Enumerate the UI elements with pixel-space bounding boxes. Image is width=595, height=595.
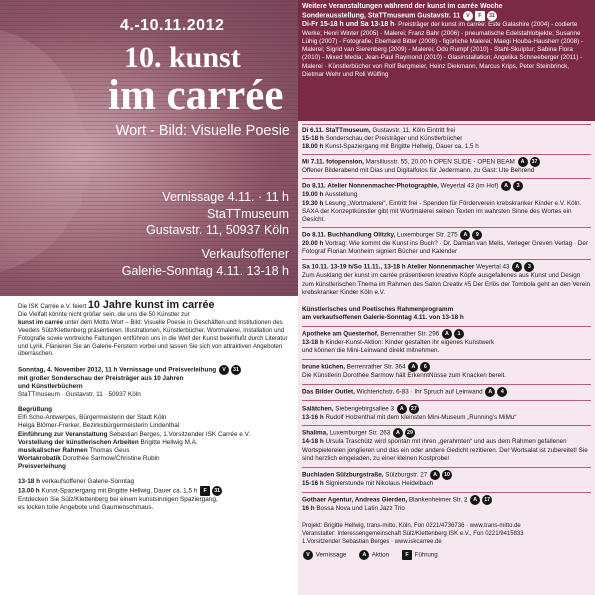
event-item-head [302, 230, 591, 240]
title-line-2: im carrée [108, 72, 284, 119]
time-label: 16 h [302, 504, 315, 512]
marker-aktion-icon: A [501, 181, 511, 191]
event-item-line [302, 135, 591, 143]
time-label: 13-16 h [302, 413, 324, 421]
divider [302, 178, 591, 179]
line-text: Ursula Traschütz wird spontan mit ihren „gerahmten“ und aus dem Rahmen gefallenen Wortspielereien jonglieren und das ein oder andere Gedicht rezitieren. Der Wortsalat ist zubereitet! Sie sind herzlich eingeladen, zu einer kleinen Kostprobe! [302, 438, 588, 463]
intro-lead-small: Die ISK Carrée e.V. feiert [18, 303, 87, 310]
marker-number-icon: 17 [482, 495, 492, 505]
side-item-head [302, 362, 591, 372]
side-item [302, 326, 591, 356]
marker-aktion-icon: A [359, 550, 369, 560]
line-text: und können die Mini-Leinwand direkt mitnehmen. [302, 347, 440, 355]
marker-number-icon: 37 [530, 157, 540, 167]
marker-number-icon: 9 [472, 230, 482, 240]
program-credits [18, 406, 292, 472]
event-item [298, 154, 595, 175]
side-item-title: Apotheke am Questerhof, [302, 330, 379, 338]
marker-number-icon: 3 [513, 181, 523, 191]
verkauf-info [122, 246, 289, 279]
side-item-head [302, 329, 591, 339]
divider [302, 124, 591, 125]
line-text: Rudolf Holzenthal mit dem kleinsten Mini-Museum „Running’s MiMu“ [323, 413, 517, 421]
event-item [298, 259, 595, 297]
divider [302, 425, 591, 426]
vorstellung-label: Vorstellung der künstlerischen Arbeiten [18, 438, 139, 446]
side-footer [302, 522, 591, 546]
event-item-line [302, 191, 591, 199]
marker-number-icon: 31 [487, 11, 497, 21]
musik-text: Thomas Geus [87, 446, 130, 454]
marker-fuehrung-icon: F [200, 486, 210, 496]
event-item-location: Gustavstr. 11, Köln Eintritt frei [370, 126, 456, 134]
side-item [302, 467, 591, 488]
marker-vernissage-icon: V [303, 550, 313, 560]
line-text: Die Künstlerin Dorothée Sarmow hält ErkenntNüsse zum Knacken bereit. [302, 372, 507, 380]
sunday-title: Sonntag, 4. November 2012, 11 h Vernissage und Preisverleihung [18, 366, 217, 374]
side-lead [302, 306, 591, 322]
marker-vernissage-icon: V [463, 11, 473, 21]
side-item-location: Blankenheimer Str. 2 [407, 496, 468, 504]
event-item-title: Sa 10.11. 13-19 h/So 11.11., 13-18 h Atelier Nonnenmacher [302, 264, 475, 272]
marker-number-icon: 29 [405, 428, 415, 438]
vernissage-time: Vernissage 4.11. · 11 h [162, 190, 289, 204]
intro-lead-big: 10 Jahre kunst im carrée [87, 299, 215, 311]
marker-legend [302, 550, 591, 560]
divider [302, 154, 591, 155]
time-label: 19.00 h [302, 191, 324, 199]
side-item-location: Sülzburgstr. 27 [383, 471, 428, 479]
side-item-title: Das Bilder Outlet, [302, 388, 355, 396]
divider [302, 400, 591, 401]
side-item-head [302, 404, 591, 414]
event-item-head [302, 262, 591, 272]
profile-shape [0, 30, 98, 272]
divider [302, 227, 591, 228]
title-line-1: 10. kunst [124, 41, 241, 74]
marker-aktion-icon: A [460, 230, 470, 240]
marker-number-icon: 3 [524, 262, 534, 272]
footer-line-2: Veranstalter: Interessengemeinschaft Sülz/Klettenberg ISK e.V., Fon 0221/9415833 [302, 531, 524, 538]
side-item-line [302, 480, 591, 488]
line-text: Vortrag: Wie kommt die Kunst ins Buch? · Dr. Damian van Melis, Verleger Greven Verlag · Der Fotograf Florian Monheim signiert Bücher und Kalender [302, 240, 588, 256]
verkauf-section [18, 478, 292, 513]
event-item-location: Marsiliusstr. 55, 20.00 h OPEN SLIDE - OPEN BEAM [363, 158, 515, 166]
program-head-date: Di-Fr 15-18 h und Sa 13-18 h [302, 21, 395, 29]
side-item-head [302, 495, 591, 505]
event-item-title: Mi 7.11. fotopension, [302, 158, 364, 166]
marker-number-icon: 4 [497, 387, 507, 397]
marker-number-icon: 31 [231, 365, 241, 375]
line-text: Offener Bilderabend mit Dias und Digitalfotos für Jedermann, zu Gast: Ute Behrend [302, 167, 535, 175]
event-item-head [302, 127, 591, 135]
venue-name: StaTTmuseum [207, 206, 289, 221]
legend-label: Vernissage [315, 551, 347, 559]
spaziergang-text: Kunst-Spaziergang mit Brigitte Hellwig, Dauer ca. 1,5 h [39, 487, 198, 495]
side-item-title: Buchladen Sülzburgstraße, [302, 471, 384, 479]
side-item-head [302, 428, 591, 438]
event-item-line [302, 143, 591, 151]
footer-line-3: 1.Vorsitzender Sebastian Berges · www.iskcarree.de [302, 539, 442, 546]
side-item-line [302, 505, 591, 513]
marker-aktion-icon: A [485, 387, 495, 397]
verkauf-line-4: es locken tolle Angebote und Gaumenschmaus. [18, 504, 154, 512]
legend-aktion [358, 550, 389, 560]
event-item-title: Do 8.11. Buchhandlung Olitzky, [302, 231, 396, 239]
verkauf-line-1: Verkaufsoffener [201, 247, 289, 261]
marker-aktion-icon: A [430, 470, 440, 480]
event-list [298, 124, 595, 298]
event-item-location: Weyertal 43 (im Hof) [438, 182, 499, 190]
divider [302, 326, 591, 327]
time-label: 13-18 h [302, 338, 324, 346]
marker-fuehrung-icon: F [475, 11, 485, 21]
event-item-line [302, 240, 591, 257]
marker-aktion-icon: A [408, 362, 418, 372]
cover-panel [0, 0, 298, 296]
intro-text [18, 299, 292, 358]
marker-number-icon: 31 [212, 486, 222, 496]
side-item [302, 384, 591, 397]
verkauf-line-3: Entdecken Sie Sülz/Klettenberg bei einem kunstsinnigen Spaziergang, [18, 496, 218, 504]
side-lead-2: am verkaufsoffenen Galerie-Sonntag 4.11. von 13-18 h [302, 314, 464, 322]
wortakrobatik-label: Wortakrobatik [18, 455, 61, 463]
einfuehrung-label: Einführung zur Veranstaltung [18, 430, 108, 438]
side-item-line [302, 414, 591, 422]
marker-aktion-icon: A [442, 329, 452, 339]
event-item [298, 178, 595, 224]
line-text: Kinder-Kunst-Aktion: Kinder gestalten ihr eigenes Kunstwerk [323, 338, 495, 346]
side-item [302, 492, 591, 513]
marker-number-icon: 6 [420, 362, 430, 372]
divider [302, 492, 591, 493]
verkauf-time: 13-18 h [18, 478, 41, 486]
event-item-head [302, 181, 591, 191]
spaziergang-time: 13.00 h [18, 487, 40, 495]
verkauf-text: verkaufsoffener Galerie-Sonntag [40, 478, 135, 486]
marker-aktion-icon: A [518, 157, 528, 167]
legend-fuehrung [401, 550, 438, 560]
musik-label: musikalischer Rahmen [18, 446, 88, 454]
line-text: Ausstellung [323, 191, 358, 199]
side-item-title: Shalima, [302, 430, 328, 438]
marker-aktion-icon: A [393, 428, 403, 438]
line-text: Sonderschau der Preisträger und Künstlerbücher [323, 134, 463, 142]
intro-panel [0, 296, 298, 595]
divider [302, 259, 591, 260]
side-item-line [302, 438, 591, 463]
marker-aktion-icon: A [397, 404, 407, 414]
side-item-location: Berrenrather Str. 364 [345, 363, 406, 371]
program-header [298, 0, 595, 121]
line-text: Lesung „Wortmalerei“, Eintritt frei - Spenden für Förderverein krebskranker Kinder e.V. Köln. SAXA der Konzeptkünstler gibt mit Wortmalerei seinen Texten im wahrsten Sinne des Wortes ein Gesicht. [302, 199, 582, 224]
side-program-panel [298, 296, 595, 595]
line-text: Kunst-Spaziergang mit Brigitte Hellwig, Dauer ca. 1,5 h [323, 143, 479, 151]
side-lead-1: Künstlerisches und Poetisches Rahmenprogramm [302, 306, 454, 313]
side-item [302, 359, 591, 380]
event-item-line [302, 167, 591, 175]
event-item-title: Di 6.11. StaTTmuseum, [302, 126, 371, 134]
side-event-list [302, 326, 591, 513]
event-item [298, 124, 595, 152]
event-item-line [302, 200, 591, 225]
event-item-title: Do 8.11. Atelier Nonnenmacher-Photographie, [302, 182, 439, 190]
side-item-location: Berrenrather Str. 296 [378, 330, 440, 338]
event-item-head [302, 157, 591, 167]
legend-label: Führung [414, 551, 438, 559]
begruessung-label: Begrüßung [18, 405, 53, 413]
side-item [302, 425, 591, 463]
marker-aktion-icon: A [470, 495, 480, 505]
marker-number-icon: 27 [409, 404, 419, 414]
time-label: 15-18 h [302, 134, 324, 142]
side-item-title: brune küchen, [302, 363, 346, 371]
side-item-title: Gothaer Agentur, Andreas Gierden, [302, 496, 408, 504]
wortakrobatik-text: Dorothée Sarmow/Christine Rubin [60, 455, 160, 463]
time-label: 14-18 h [302, 438, 324, 446]
sunday-section [18, 365, 292, 400]
venue-address: Gustavstr. 11, 50937 Köln [146, 223, 289, 237]
divider [302, 467, 591, 468]
legend-vernissage [302, 550, 346, 560]
event-item-location: Luxemburger Str. 275 [395, 231, 458, 239]
time-label: 20.00 h [302, 240, 324, 248]
einfuehrung-text: Sebastian Berges, 1.Vorsitzender ISK Carrée e.V. [107, 430, 251, 438]
side-item-line [302, 372, 591, 380]
program-head-sub: Sonderausstellung, StaTTmuseum Gustavstr. 11 [302, 12, 461, 20]
side-item-title: Salätchen, [302, 405, 334, 413]
side-item-location: Siebengebirgsallee 3 [333, 405, 395, 413]
side-item-line [302, 347, 591, 355]
side-item-line [302, 339, 591, 347]
marker-fuehrung-icon: F [402, 550, 412, 560]
intro-lead-bold: kunst im carrée [18, 318, 64, 326]
marker-number-icon: 10 [442, 470, 452, 480]
sunday-line-2: mit großer Sonderschau der Preisträger aus 10 Jahren [18, 374, 184, 382]
legend-label: Aktion [371, 551, 389, 559]
sunday-line-3: und Künstlerbüchern [18, 383, 83, 391]
side-item-location: Wichterichstr. 6-83 · Ihr Spruch auf Leinwand [354, 388, 483, 396]
begruessung-1: Elfi Scho-Antwerpes, Bürgermeisterin der Stadt Köln [18, 414, 167, 422]
vorstellung-text: Brigitte Hellwig M.A. [138, 438, 198, 446]
time-label: 15-16 h [302, 479, 324, 487]
event-item [298, 227, 595, 257]
vernissage-info [146, 189, 289, 239]
side-item-head [302, 470, 591, 480]
marker-aktion-icon: A [512, 262, 522, 272]
time-label: 18.00 h [302, 143, 324, 151]
footer-line-1: Projekt: Brigitte Hellwig, trans-mitto, Köln, Fon 0221/4736736 · www.trans-mitto.de [302, 523, 521, 530]
time-label: 19.30 h [302, 199, 324, 207]
verkauf-line-2: Galerie-Sonntag 4.11. 13-18 h [121, 263, 289, 278]
sunday-address: StaTTmuseum · Gustavstr. 11 · 50937 Köln [18, 391, 141, 399]
divider [302, 384, 591, 385]
begruessung-2: Helga Blömer-Frerker, Bezirksbürgermeisterin Lindenthal [18, 422, 180, 430]
event-date: 4.-10.11.2012 [120, 17, 225, 34]
line-text: Bossa Nova und Latin Jazz Trio [314, 504, 405, 512]
line-text: Zum Ausklang der kunst im carrée präsentieren kreative Köpfe ausgefallenes aus Kunst und Design zum künstlerischen Thema im Rahmen des Salon Creativ #5 Der Erlös der Tombola geht an den Verein krebskranker Kinder Köln e.V. [302, 272, 591, 296]
program-head-text: · Preisträger der kunst im carrée: Este Galashire (2004) - codierte Werke; Henri Winter (2005) - Malerei; Franz Bahr (2006) - pneumatische Edelstahlobjekte; Susanne Lühig (2007) - Fotografie; Eberhard Bitter (2008) - figürliche Malerei; Maegi Houba-Hausherr (2008) - Malerei; Sigrid van Sierenberg (2009) - Malerei; Odo Rumpf (2010) - Stahl-Skulptur; Sabina Flora (2010) - Mixed Media; Jean-Paul Raymond (2010) - Glasinstallation; Angelika Schneeberger (2011) - Malerei · Künstlerbücher von Rolf Bergmeier, Heinz Diekmann, Marcus Krips, Peter Steinbrinck, Dietmar Wehr und Roli Wülfing [302, 21, 584, 79]
intro-lead-rest2: unter dem Motto Wort – Bild: Visuelle Poesie in Geschäften und Institutionen des Veedels Sülz/Klettenberg präsentieren. Illustrationen, Künstlerbücher, Wortmalerei, Installation und Fotografie sowie wortreiche Faltungen entführen uns in die Welt der Kunst beeinflußt durch Literatur und Lyrik. Flanieren Sie an Galerie-Fenstern vorbei und lassen Sie sich von attraktiven Angeboten überraschen. [18, 318, 288, 358]
event-item-line [302, 272, 591, 297]
subtitle: Wort - Bild: Visuelle Poesie [115, 123, 290, 139]
marker-vernissage-icon: V [219, 365, 229, 375]
preisverleihung-label: Preisverleihung [18, 463, 66, 471]
program-head-title: Weitere Veranstaltungen während der kunst im carrée Woche [302, 3, 503, 10]
program-panel [298, 0, 595, 296]
intro-lead-rest1: Die Vielfalt könnte nicht größer sein, die uns die 50 Künstler zur [18, 310, 190, 318]
line-text: Signierstunde mit Nikolaus Heidelbach [323, 479, 434, 487]
marker-number-icon: 1 [454, 329, 464, 339]
side-item [302, 400, 591, 421]
side-item-head [302, 387, 591, 397]
event-item-location: Weyertal 43 [474, 264, 510, 272]
divider [302, 359, 591, 360]
side-item-location: Luxemburger Str. 263 [327, 430, 391, 438]
